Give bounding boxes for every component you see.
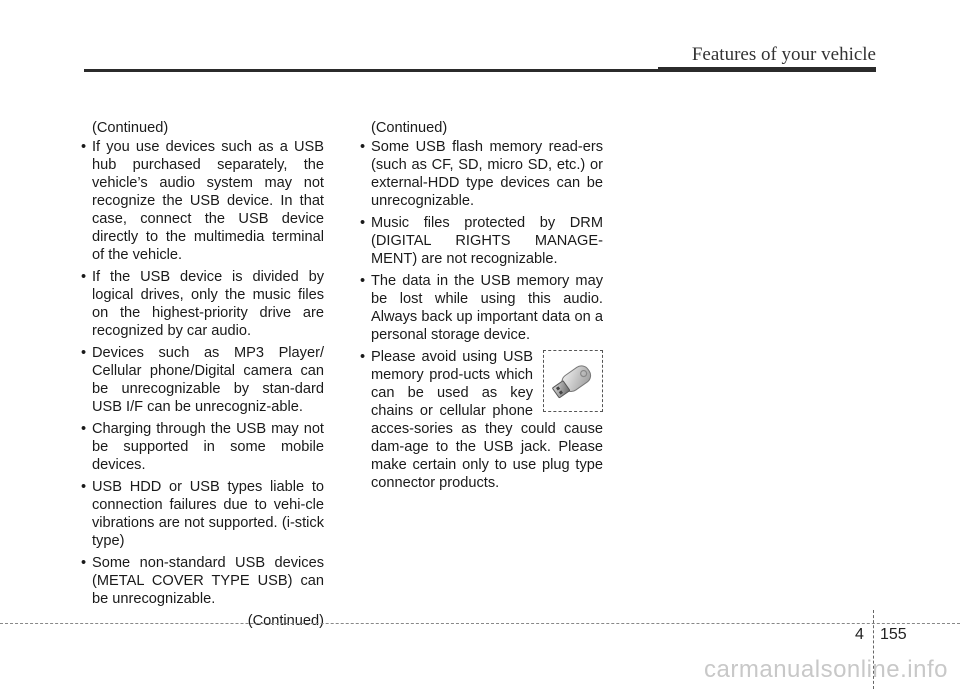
list-item: • USB HDD or USB types liable to connection failures due to vehi-cle vibrations are not supported. (i-stick type)	[78, 478, 324, 550]
list-item: • If you use devices such as a USB hub purchased separately, the vehicle’s audio system may not recognize the USB device. In that case, connect the USB device directly to the multimedia terminal of the vehicle.	[78, 138, 324, 264]
usb-flash-drive-icon	[548, 356, 598, 406]
bullet-list	[78, 138, 324, 608]
chapter-number: 4	[855, 626, 864, 643]
list-item-text: Please avoid using USB memory prod-ucts which can be used as key chains or cellular phone acces-sories as they could cause dam-age to the USB jack. Please make certain only to use plug type connector products.	[371, 349, 603, 491]
right-column	[357, 119, 603, 496]
list-item: • Devices such as MP3 Player/ Cellular phone/Digital camera can be unrecognizable by stan-dard USB I/F can be unrecogniz-able.	[78, 344, 324, 416]
footer-rule	[0, 623, 960, 624]
list-item: • Some USB flash memory read-ers (such as CF, SD, micro SD, etc.) or external-HDD type devices can be unrecognizable.	[357, 138, 603, 210]
section-title: Features of your vehicle	[691, 44, 876, 65]
continued-label: (Continued)	[371, 120, 448, 136]
continued-label-end: (Continued)	[247, 613, 324, 629]
left-column	[78, 119, 324, 630]
bullet-list	[357, 138, 603, 492]
usb-image-frame	[543, 350, 603, 412]
list-item: • Charging through the USB may not be supported in some mobile devices.	[78, 420, 324, 474]
header-rule	[84, 69, 876, 72]
list-item: • Some non-standard USB devices (METAL COVER TYPE USB) can be unrecognizable.	[78, 554, 324, 608]
list-item-with-image	[357, 348, 603, 492]
list-item: • The data in the USB memory may be lost while using this audio. Always back up important data on a personal storage device.	[357, 272, 603, 344]
watermark: carmanualsonline.info	[704, 656, 948, 683]
list-item: • Music files protected by DRM (DIGITAL RIGHTS MANAGE-MENT) are not recognizable.	[357, 214, 603, 268]
continued-label: (Continued)	[92, 120, 169, 136]
page-number: 155	[880, 626, 907, 643]
list-item: • If the USB device is divided by logical drives, only the music files on the highest-priority drive are recognized by car audio.	[78, 268, 324, 340]
